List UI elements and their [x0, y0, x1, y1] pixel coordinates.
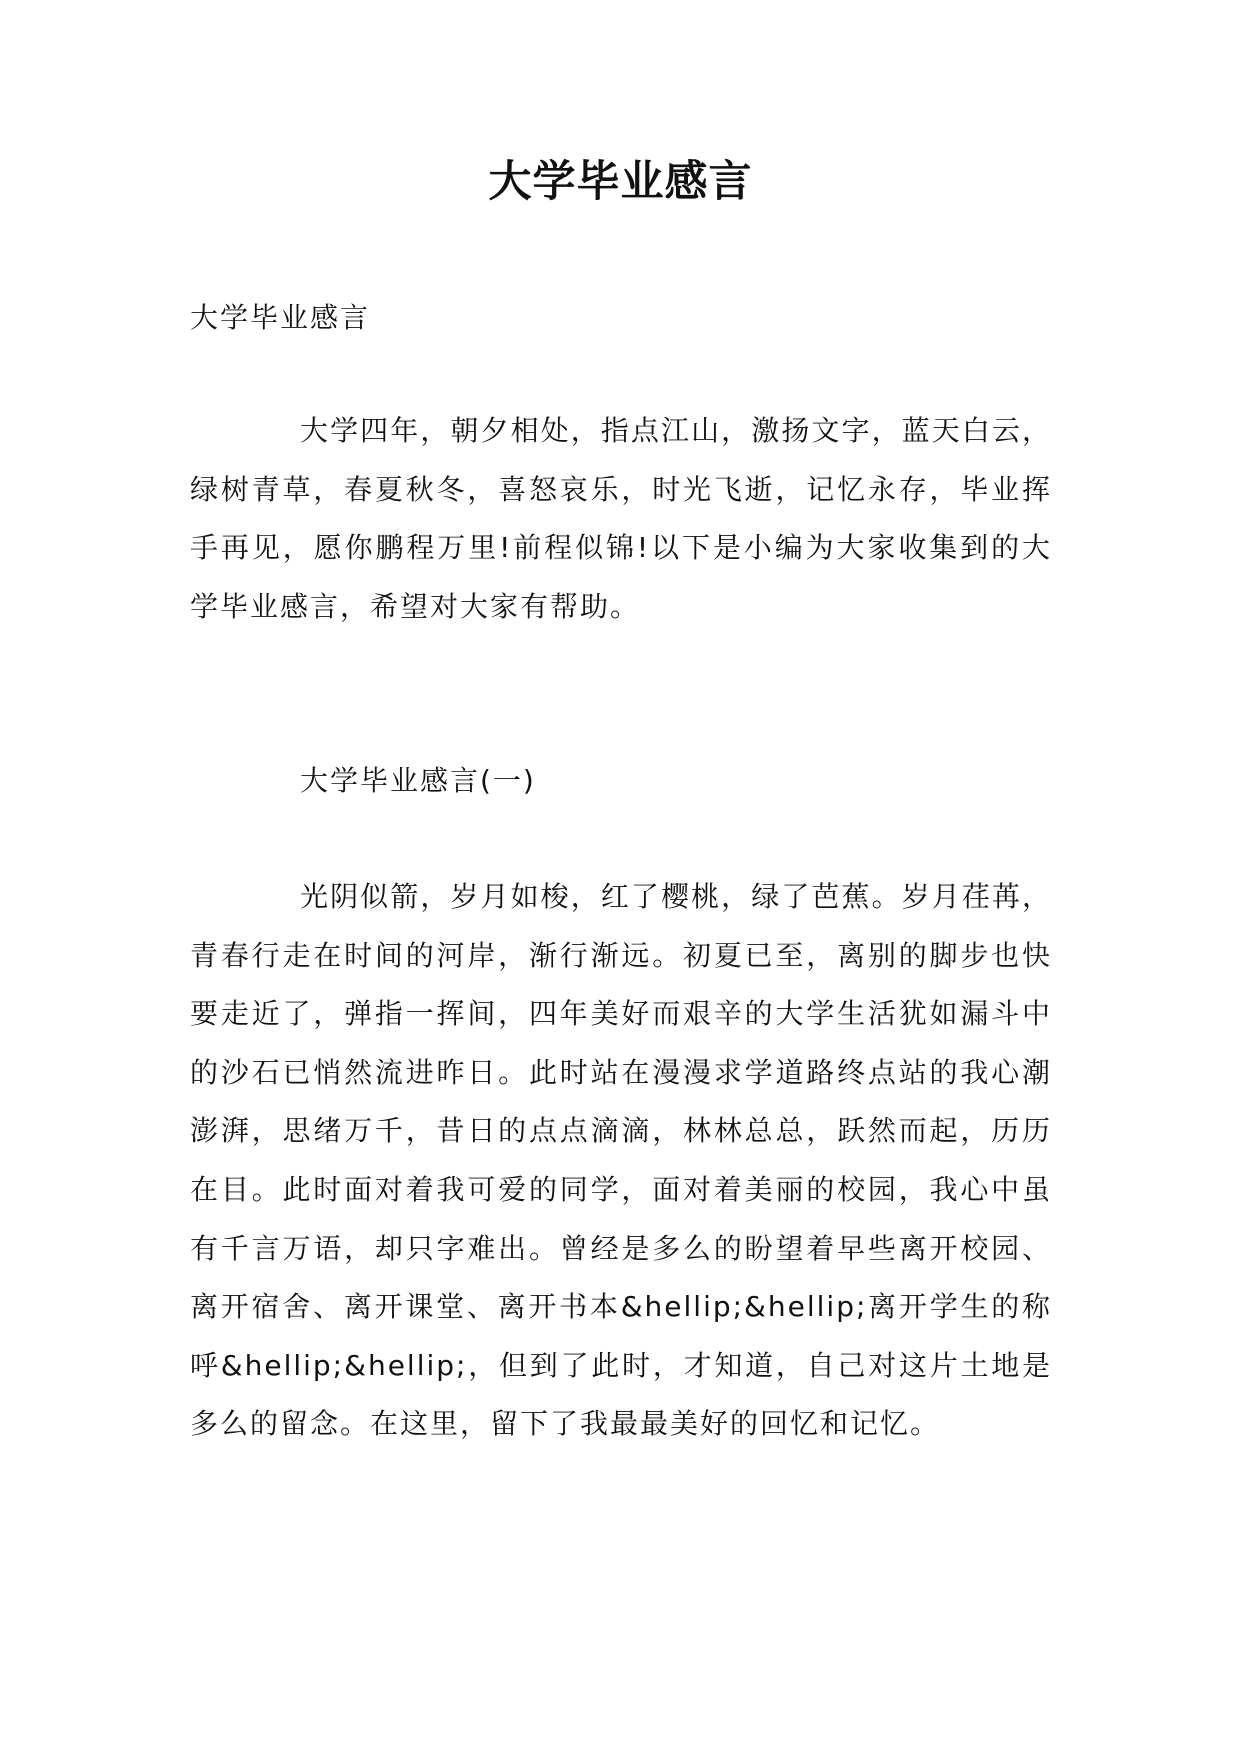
document-title: 大学毕业感言	[488, 157, 753, 207]
section-body-paragraph: 光阴似箭，岁月如梭，红了樱桃，绿了芭蕉。岁月荏苒，青春行走在时间的河岸，渐行渐远。初夏已至，离别的脚步也快要走近了，弹指一挥间，四年美好而艰辛的大学生活犹如漏斗中的沙石已悄然流进昨日。此时站在漫漫求学道路终点站的我心潮澎湃，思绪万千，昔日的点点滴滴，林林总总，跃然而起，历历在目。此时面对着我可爱的同学，面对着美丽的校园，我心中虽有千言万语，却只字难出。曾经是多么的盼望着早些离开校园、离开宿舍、离开课堂、离开书本&hellip;&hellip;离开学生的称呼&hellip;&hellip;，但到了此时，才知道，自己对这片土地是多么的留念。在这里，留下了我最最美好的回忆和记忆。	[190, 880, 1052, 1441]
section-heading: 大学毕业感言(一)	[300, 764, 536, 797]
intro-paragraph: 大学四年，朝夕相处，指点江山，激扬文字，蓝天白云，绿树青草，春夏秋冬，喜怒哀乐，时光飞逝，记忆永存，毕业挥手再见，愿你鹏程万里!前程似锦!以下是小编为大家收集到的大学毕业感言，希望对大家有帮助。	[190, 414, 1052, 623]
document-subtitle: 大学毕业感言	[190, 301, 371, 334]
